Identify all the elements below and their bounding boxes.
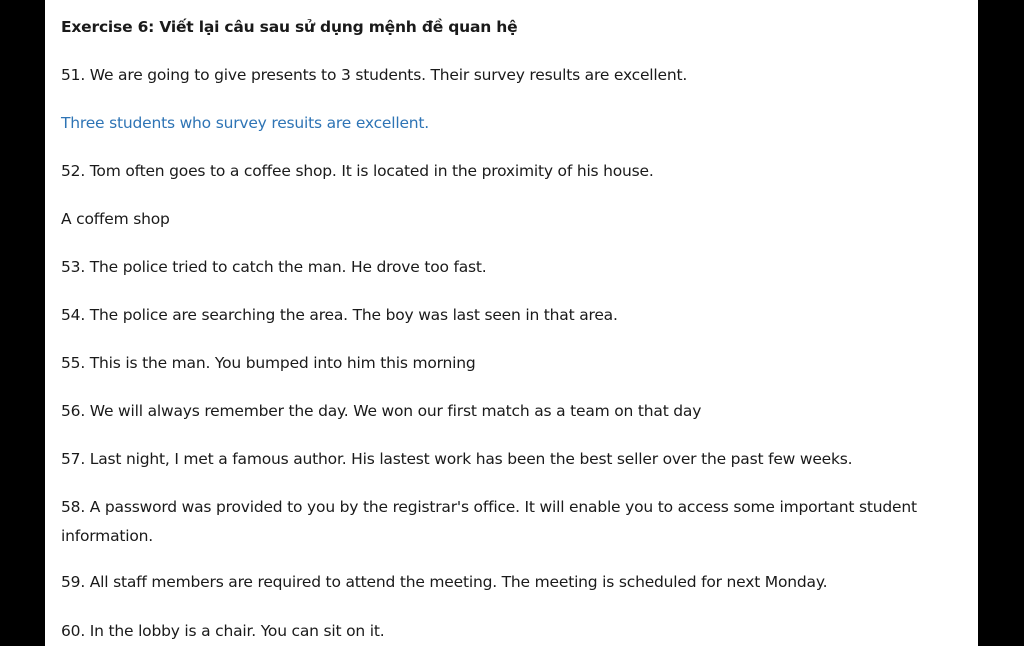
question-54: 54. The police are searching the area. The boy was last seen in that area. [61,306,618,324]
question-59: 59. All staff members are required to attend the meeting. The meeting is scheduled for next Monday. [61,573,828,591]
document-page [45,0,978,646]
exercise-title: Exercise 6: Viết lại câu sau sử dụng mệnh đề quan hệ [61,18,518,36]
question-55: 55. This is the man. You bumped into him this morning [61,354,476,372]
question-56: 56. We will always remember the day. We won our first match as a team on that day [61,402,702,420]
question-53: 53. The police tried to catch the man. He drove too fast. [61,258,487,276]
question-52: 52. Tom often goes to a coffee shop. It is located in the proximity of his house. [61,162,654,180]
question-58: 58. A password was provided to you by the registrar's office. It will enable you to access some important student information. [61,498,917,545]
answer-52: A coffem shop [61,210,170,228]
question-57: 57. Last night, I met a famous author. His lastest work has been the best seller over the past few weeks. [61,450,853,468]
question-60: 60. In the lobby is a chair. You can sit on it. [61,622,385,640]
answer-51: Three students who survey resuits are excellent. [61,114,430,132]
question-51: 51. We are going to give presents to 3 students. Their survey results are excellent. [61,66,688,84]
